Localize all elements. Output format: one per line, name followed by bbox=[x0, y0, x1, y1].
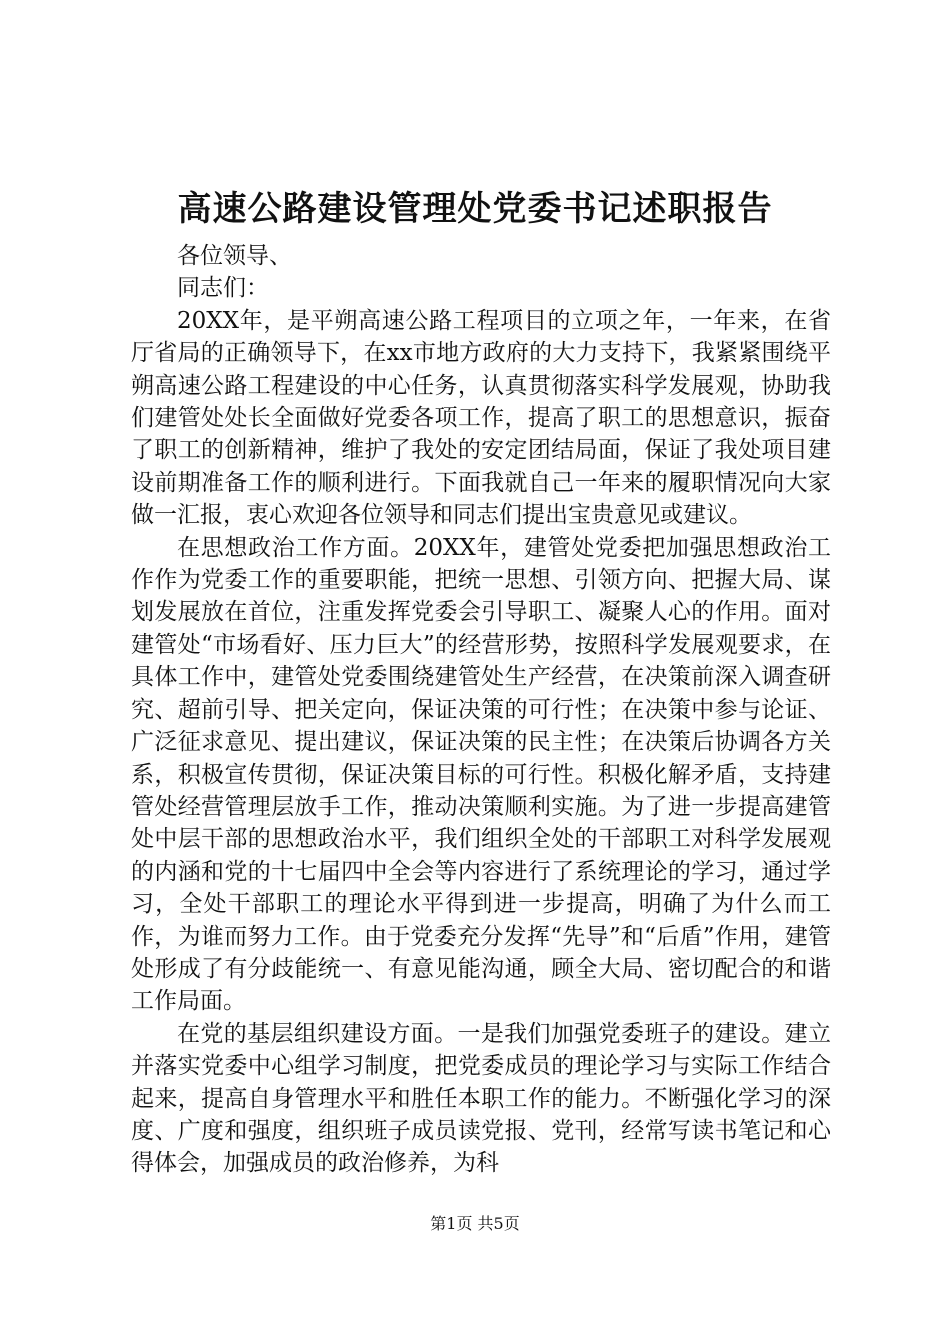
paragraph-ideological-work: 在思想政治工作方面。20XX年，建管处党委把加强思想政治工作作为党委工作的重要职能，把统一思想、引领方向、把握大局、谋划发展放在首位，注重发挥党委会引导职工、凝聚人心的作用。面对建管处“市场看好、压力巨大”的经营形势，按照科学发展观要求，在具体工作中，建管处党委围绕建管处生产经营，在决策前深入调查研究、超前引导、把关定向，保证决策的可行性；在决策中参与论证、广泛征求意见、提出建议，保证决策的民主性；在决策后协调各方关系，积极宣传贯彻，保证决策目标的可行性。积极化解矛盾，支持建管处经营管理层放手工作，推动决策顺利实施。为了进一步提高建管处中层干部的思想政治水平，我们组织全处的干部职工对科学发展观的内涵和党的十七届四中全会等内容进行了系统理论的学习，通过学习，全处干部职工的理论水平得到进一步提高，明确了为什么而工作，为谁而努力工作。由于党委充分发挥“先导”和“后盾”作用，建管处形成了有分歧能统一、有意见能沟通，顾全大局、密切配合的和谐工作局面。 bbox=[131, 534, 831, 1015]
salutation-line-1: 各位领导、 bbox=[177, 243, 292, 269]
document-title: 高速公路建设管理处党委书记述职报告 bbox=[177, 189, 773, 229]
paragraph-party-organization: 在党的基层组织建设方面。一是我们加强党委班子的建设。建立并落实党委中心组学习制度，把党委成员的理论学习与实际工作结合起来，提高自身管理水平和胜任本职工作的能力。不断强化学习的深度、广度和强度，组织班子成员读党报、党刊，经常写读书笔记和心得体会，加强成员的政治修养，为科 bbox=[131, 1020, 831, 1177]
salutation-line-2: 同志们： bbox=[177, 275, 269, 302]
paragraph-intro: 20XX年，是平朔高速公路工程项目的立项之年，一年来，在省厅省局的正确领导下，在xx市地方政府的大力支持下，我紧紧围绕平朔高速公路工程建设的中心任务，认真贯彻落实科学发展观，协助我们建管处处长全面做好党委各项工作，提高了职工的思想意识，振奋了职工的创新精神，维护了我处的安定团结局面，保证了我处项目建设前期准备工作的顺利进行。下面我就自己一年来的履职情况向大家做一汇报，衷心欢迎各位领导和同志们提出宝贵意见或建议。 bbox=[131, 307, 831, 529]
document-body bbox=[131, 240, 831, 1180]
page-number-footer: 第1页 共5页 bbox=[430, 1214, 520, 1233]
